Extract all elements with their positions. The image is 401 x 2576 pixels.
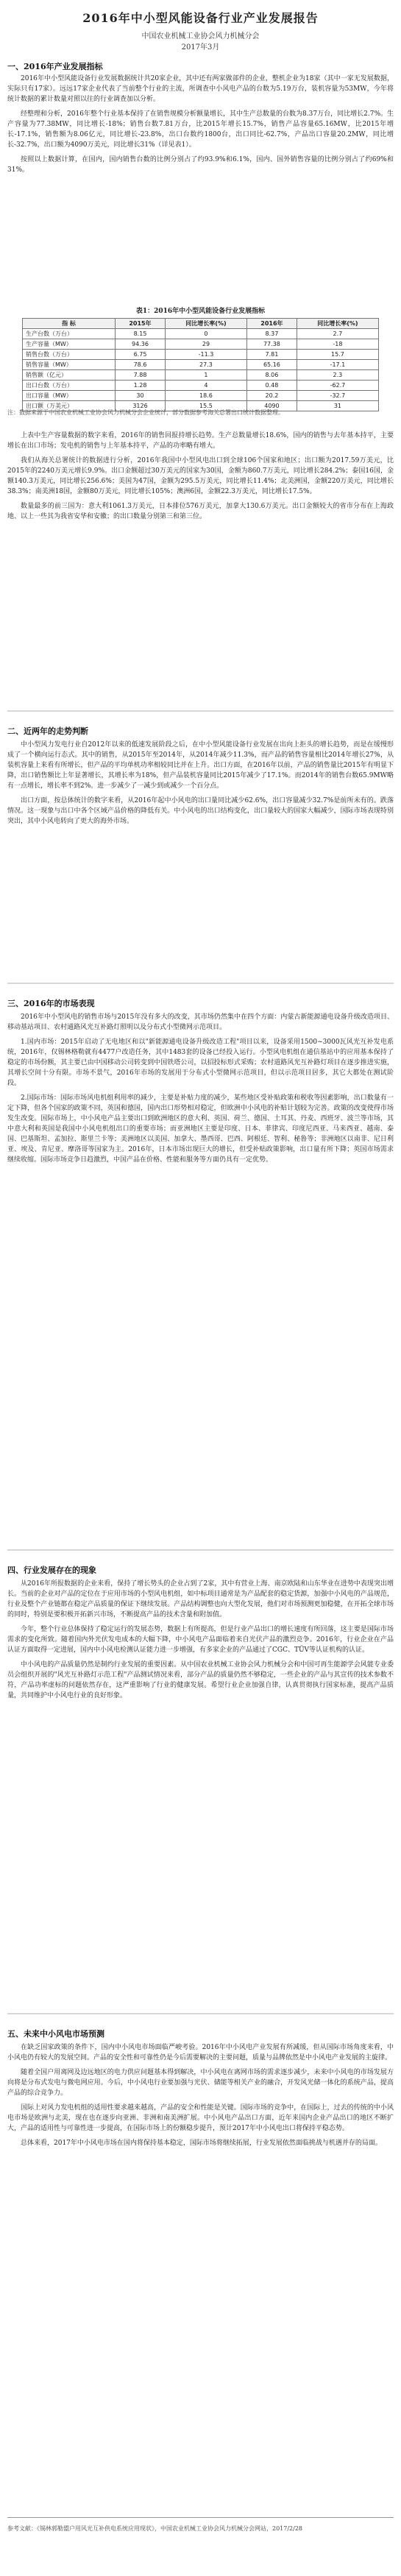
column-header: 同比增长率(%) (297, 319, 378, 329)
table-cell: 3126 (116, 401, 166, 411)
footer-divider (7, 2517, 394, 2518)
paragraph: 随着全国户用离网及边远地区的电力供应问题基本得到解决，中小风电在离网市场的需求逐步减少，未来中小风电的市场发展方向将是分布式发电与微电网应用。今后，中小风电行业要加强与光伏、储能等相关产业的融合，开发风光储一体化的系统产品，提高产品的综合竞争力。 (7, 2069, 394, 2097)
table-row (23, 339, 379, 350)
section-heading-3: 三、2016年的市场表现 (7, 999, 95, 1008)
table-cell: -32.7 (297, 391, 378, 401)
paragraph: 从2016年所报数据的企业来看，保持了增长势头的企业占到了2家，其中有营业上海、南京欧陆和山东华业在进势中表现突出增长。当前的企业对产品的定位在于应用市场的小型风电机组，如中标项目通常是为产品配套的稳定货源，加强中小风电的产品规范，行业及整个产业链都在稳定产品质量的保证下继续发展。产品结构调整也向大型化发展，他们对市场预测更加稳健，在开拓全球市场的同时，特别是要积极开拓新兴市场，不断提高产品的技术含量和附加值。 (7, 1580, 394, 1618)
table-row (23, 350, 379, 360)
column-header: 2016年 (247, 319, 297, 329)
section-1-analysis (7, 431, 394, 522)
table-cell: 出口额（万美元） (23, 401, 116, 411)
table-row (23, 370, 379, 381)
table-cell: 31 (297, 401, 378, 411)
section-heading-5: 五、未来中小风电市场预测 (7, 2029, 104, 2039)
table-cell: -17.1 (297, 360, 378, 370)
table-header-row (23, 319, 379, 329)
reference-note: 参考文献：《锡林郭勒盟户用风光互补供电系统应用现状》，中国农业机械工业协会风力机械分会网站，2017/2/28 (7, 2525, 303, 2532)
section-heading-4: 四、行业发展存在的现象 (7, 1565, 96, 1575)
paragraph: 中小风电的产品质量仍然是制约行业发展的重要因素。从中国农业机械工业协会风力机械分会和中国可再生能源学会风能专业委员会组织开展的"风光互补路灯示范工程"产品测试情况来看，部分产品的质量仍然不够稳定，一些企业的产品与其宣传的技术参数不符，产品功率虚标的问题依然存在，这严重影响了行业的健康发展。希望行业企业加强自律，认真贯彻执行国家标准，提高产品质量，共同维护中小风电行业的良好形象。 (7, 1661, 394, 1699)
paragraph: 我们从海关总署统计的数据进行分析，2016年我国中小型风电出口到全球106个国家和地区；出口额为2017.59万美元，比2015年的2240万美元增长9.9%。出口金额超过30万美元的国家为30国，金额为860.7万美元，同比增长284.2%；泰国16国，金额140.3万美元，同比增长256.6%；美国为47国，金额为295.5万美元，同比增长11.4%；北美洲国，金额220万美元，同比增长38.3%；南美洲18国，金额80万美元，同比增长105%；澳洲6国，金额22.3万美元，同比增长17.5%。 (7, 457, 394, 495)
table-row (23, 329, 379, 339)
paragraph: 2016年中小型风电的销售市场与2015年没有多大的改变，其市场仍然集中在四个方面：内蒙古新能源通电设备升级改造项目、移动基站项目、农村通路风光互补路灯照明以及分布式小型微网示范项目。 (7, 1013, 394, 1031)
table-cell: 0.48 (247, 381, 297, 391)
report-title: 2016年中小型风能设备行业产业发展报告 (82, 11, 319, 25)
section-3-body (7, 1012, 394, 1165)
table-cell: 销售容量（MW） (23, 360, 116, 370)
section-4-body (7, 1579, 394, 1701)
section-5-body (7, 2042, 394, 2148)
paragraph: 按照以上数据计算，在国内，国内销售台数的比例分别占了约93.9%和6.1%，国内、国外销售容量的比例分别占了约69%和31%。 (7, 156, 394, 174)
report-date: 2017年3月 (181, 43, 220, 52)
table-cell: 94.36 (116, 339, 166, 350)
table-cell: 7.88 (116, 370, 166, 381)
table-row (23, 360, 379, 370)
table-cell: 8.06 (247, 370, 297, 381)
table-cell: 15.7 (297, 350, 378, 360)
paragraph: 2.国际市场：国际市场风电机组利用率的减少，主要是补贴力度的减少，某些地区受补贴政策和税收等因素影响，出口数量有一定下降，但各个国家的政策不同，英国和德国，国内出口形势相对稳定，但欧洲中小风电的补贴计划较为完善。政策的改变使得市场发生改变。国际市场上，中小风电产品主要出口到欧洲地区的意大利、英国、荷兰、德国、土耳其、丹麦、西班牙、波兰等市场，其中意大利和英国是我国中小风电机组出口的重要市场；而亚洲地区主要是印度、日本、菲律宾、印度尼西亚、马来西亚、越南、泰国、巴基斯坦、孟加拉、斯里兰卡等；美洲地区以美国、加拿大、墨西哥、巴西、阿根廷、智利、秘鲁等；非洲地区以南非、尼日利亚、埃及、肯尼亚、摩洛哥等国家为主。2016年，日本市场出现巨大的增长，但受补贴政策影响，出口量有所下降；英国市场需求继续收缩。国际市场竞争日趋激烈，中国产品在价格、性能和服务等方面仍具有一定优势。 (7, 1094, 394, 1164)
table-cell: 20.2 (247, 391, 297, 401)
table-cell: 27.3 (165, 360, 246, 370)
section-divider (7, 983, 394, 984)
table-cell: -11.3 (165, 350, 246, 360)
section-heading-2: 二、近两年的走势判断 (7, 726, 88, 736)
paragraph: 2016年中小型风能设备行业发展数据统计共20家企业，其中还有两家做部件的企业，整机企业为18家（其中一家无发展数据，实际只有17家）。远远17家企业代表了当前整个行业的主流，所调查中小风电产品的台数为5.19万台，装机容量为53MW，今年将统计数据的累计数量对照以往的行业调查加以分析。 (7, 75, 394, 103)
table-cell: 生产台数（万台） (23, 329, 116, 339)
section-heading-1: 一、2016年产业发展指标 (7, 62, 103, 71)
table-cell: 78.6 (116, 360, 166, 370)
table-cell: 销售额（亿元） (23, 370, 116, 381)
paragraph: 1.国内市场：2015年启动了无电地区和以"新能源通电设备升级改造工程"项目以来，设备采用1500~3000瓦风光互补发电系统，2016年，仅锡林格勒就有4477户改造任务，其中1483套的设备已经投入运行。小型风电机组在通信基站中的应用基本保持了稳定的市场份额，其主要已由中国移动公司转变到中国铁塔公司，以招投标形式采购；农村道路风光互补路灯项目在逐步推进实施，其增长空间十分有限。市场不景气，2016年市场的发展用于分布式小型微网示范项目，但以示范项目居多，其它大都处在测试阶段。 (7, 1038, 394, 1087)
section-divider (7, 710, 394, 712)
table-cell: 77.38 (247, 339, 297, 350)
table-cell: -18 (297, 339, 378, 350)
table-cell: 2.7 (297, 329, 378, 339)
paragraph: 在缺乏国家政策的条件下，国内中小风电市场面临严峻考验。2016年中小风电产业发展有所减缓，但从国际市场角度来看，中小风电仍有较大的发展空间。产品的安全性和可靠性仍是今后需要解决的主要问题，质量与品牌依然是中小风电产业发展的主旋律。 (7, 2044, 394, 2062)
paragraph: 今年，整个行业总体保持了稳定运行的发展态势，数据上有所提高，但是行业产品出口的增长速度有所回落，这主要是国际市场需求的变化所致。随着国内外光伏发电成本的大幅下降，中小风电产品面临着来自光伏产品的激烈竞争。2016年，行业企业在产品认证方面取得一定进展，国内中小风电检测认证能力进一步增强，有多家企业的产品通过了CGC、TÜV等认证机构的认证。 (7, 1626, 394, 1654)
section-2-body (7, 740, 394, 827)
table-row (23, 381, 379, 391)
column-header: 2015年 (116, 319, 166, 329)
table-cell: 2.3 (297, 370, 378, 381)
report-organization: 中国农业机械工业协会风力机械分会 (141, 32, 260, 40)
section-divider (7, 1549, 394, 1551)
paragraph: 经整理和分析，2016年整个行业基本保持了在销售规模分析额量增长，其中生产总数量的台数为8.37万台，同比增长2.7%。生产容量为77.38MW，同比增长-18%；销售台数7.81万台，比2015年增长15.7%，销售产品容量65.16MW，比2015年增长-17.1%，销售额为8.06亿元，同比增长-23.8%，出口台数约1800台，出口同比-62.7%，产品出口容量20.2MW，同比增长-32.7%，出口额为4090万美元，同比增长31%（详见表1）。 (7, 110, 394, 149)
table-cell: -62.7 (297, 381, 378, 391)
table-cell: 30 (116, 391, 166, 401)
paragraph: 上表中生产容量数据的数字来看，2016年的销售回报持增长趋势。生产总数量增长18.6%，国内的销售与去年基本持平，主要增长在出口市场；发电机的销售与上年基本持平，产品的功率略有增大。 (7, 432, 394, 450)
table-cell: 18.6 (165, 391, 246, 401)
table-footnote: 注：数据来源于中国农业机械工业协会风力机械分会企业统计，部分数据参考海关总署出口统计数据整理。 (7, 409, 284, 416)
table-cell: 1.28 (116, 381, 166, 391)
table-cell: 4090 (247, 401, 297, 411)
table-cell: 8.15 (116, 329, 166, 339)
paragraph: 国际上对风力发电机组的适用性要求越来越高，产品的安全和性能是关键。国际市场的竞争中，在国际上，过去的传统的中小风电市场是欧洲与北美，现在也在逐步向亚洲、非洲和南美洲扩展。中小风电产品出口方面，近年来国内企业产品出口的地区不断扩大，产品的适用性与可靠性进一步提高，在国际市场上的份额稳步提升，预计2017年中小风电出口将保持平稳态势。 (7, 2104, 394, 2132)
column-header: 指 标 (23, 319, 116, 329)
section-divider (7, 2013, 394, 2014)
paragraph: 数量最多的前三国为：意大利1061.3万美元，日本排位576万美元，加拿大130.6万美元。出口金额较大的省市分布在上海政地、以上一些其为我省安华和安徽；的出口数量分别第三和第三位。 (7, 503, 394, 520)
column-header: 同比增长率(%) (165, 319, 246, 329)
table-cell: 15.5 (165, 401, 246, 411)
table-cell: 6.75 (116, 350, 166, 360)
table-cell: 4 (165, 381, 246, 391)
table-row (23, 391, 379, 401)
table-cell: 生产容量（MW） (23, 339, 116, 350)
table-cell: 出口台数（万台） (23, 381, 116, 391)
table-cell: 1 (165, 370, 246, 381)
section-1-body (7, 74, 394, 175)
table-cell: 8.37 (247, 329, 297, 339)
indicator-table (22, 318, 379, 411)
paragraph: 总体来看，2017年中小风电市场在国内将保持基本稳定，国际市场将继续拓展，行业发展依然面临挑战与机遇并存的局面。 (21, 2140, 382, 2147)
table-cell: 销售台数（万台） (23, 350, 116, 360)
paragraph: 中小型风力发电行业自2012年以来的低速发展阶段之后，在中小型风能设备行业发展在出向上拒头的增长趋势，而是在缓慢形成了一个横向运行态式。其中的销售，从2015年至2014年，从2014年减少11.3%，而产品的销售容量相比2014年增长27%，从装机容量上来看有所增长，但产品的平均单机功率相较同比并在上升。出口方面，在2016年以前，产品的销售量比2015年有明显下降，出口销售额比上年显著增长，其增长率为18%，但产品装机容量同比2015年减少了17.1%。而2014年的销售台数65.9MW略有一点增长，增长率不到2%。进一步减少了一减少到或减少一个百分点。 (7, 741, 394, 790)
paragraph: 出口方面，按总体统计的数字来看，从2016年起中小风电的出口量同比减少62.6%，出口容量减少32.7%是前所未有的。跌落情况。这一现象与出口中各个区域产品价格的降低有关。中小风电的出口结构变化，出口量较大的国家大幅减少，国际市场表现特别突出，其中小风电转向了更大的海外市场。 (7, 797, 394, 825)
table-cell: 65.16 (247, 360, 297, 370)
table-caption: 表1：2016年中小型风能设备行业发展指标 (135, 308, 266, 315)
table-cell: 7.81 (247, 350, 297, 360)
table-cell: 出口容量（MW） (23, 391, 116, 401)
table-cell: 29 (165, 339, 246, 350)
table-cell: 0 (165, 329, 246, 339)
